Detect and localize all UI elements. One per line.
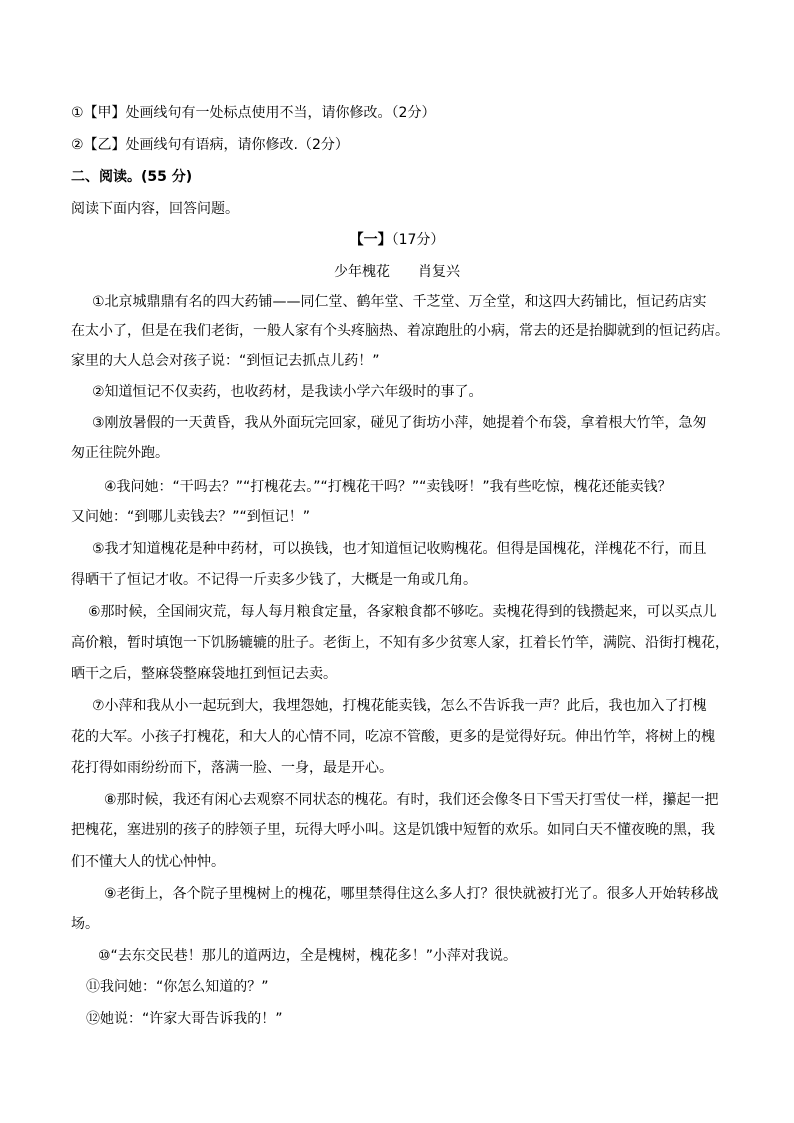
- text-line: 花打得如雨纷纷而下，落满一脸、一身，最是开心。: [71, 760, 393, 776]
- part-heading: [0, 230, 794, 250]
- section-heading: 二、阅读。(55 分): [71, 169, 193, 185]
- text-line: ⑫她说：“许家大哥告诉我的！”: [86, 1011, 283, 1027]
- text-line: ⑨老街上，各个院子里槐树上的槐花，哪里禁得住这么多人打？很快就被打光了。很多人开始转移战: [104, 886, 719, 902]
- text-line: 把槐花，塞进别的孩子的脖领子里，玩得大呼小叫。这是饥饿中短暂的欢乐。如同白天不懂夜晚的黑，我: [71, 822, 715, 838]
- text-line: ③刚放暑假的一天黄昏，我从外面玩完回家，碰见了街坊小萍，她提着个布袋，拿着根大竹竿，急匆: [92, 415, 707, 431]
- text-line: 晒干之后，整麻袋整麻袋地扛到恒记去卖。: [71, 666, 337, 682]
- text-line: ⑩“去东交民巷！那儿的道两边，全是槐树，槐花多！”小萍对我说。: [98, 948, 518, 964]
- section-instruction: 阅读下面内容，回答问题。: [71, 201, 239, 217]
- passage-title: 少年槐花: [334, 264, 390, 280]
- part-score: （17分）: [391, 232, 445, 248]
- text-line: 又问她：“到哪儿卖钱去？”“到恒记！”: [71, 509, 311, 525]
- question-1: ①【甲】处画线句有一处标点使用不当，请你修改。（2分）: [71, 105, 436, 121]
- passage-title-line: [0, 262, 794, 282]
- text-line: 花的大军。小孩子打槐花，和大人的心情不同，吃凉不管酸，更多的是觉得好玩。伸出竹竿，将树上的槐: [71, 729, 715, 745]
- text-line: 得晒干了恒记才收。不记得一斤卖多少钱了，大概是一角或几角。: [71, 572, 477, 588]
- text-line: ⑥那时候，全国闹灾荒，每人每月粮食定量，各家粮食都不够吃。卖槐花得到的钱攒起来，可以买点儿: [88, 604, 717, 620]
- question-2: ②【乙】处画线句有语病，请你修改.（2分）: [71, 137, 349, 153]
- text-line: 家里的大人总会对孩子说：“到恒记去抓点儿药！”: [71, 353, 380, 369]
- text-line: 高价粮，暂时填饱一下饥肠辘辘的肚子。老街上，不知有多少贫寒人家，扛着长竹竿，满院、沿街打槐花，: [71, 635, 729, 651]
- text-line: ①北京城鼎鼎有名的四大药铺——同仁堂、鹤年堂、千芝堂、万全堂，和这四大药铺比，恒记药店实: [92, 294, 707, 310]
- text-line: ⑪我问她：“你怎么知道的？”: [86, 979, 269, 995]
- text-line: ②知道恒记不仅卖药，也收药材，是我读小学六年级时的事了。: [92, 384, 483, 400]
- part-label: 【一】: [349, 232, 392, 248]
- text-line: ⑦小萍和我从小一起玩到大，我埋怨她，打槐花能卖钱，怎么不告诉我一声？此后，我也加入了打槐: [92, 698, 707, 714]
- text-line: ⑤我才知道槐花是种中药材，可以换钱，也才知道恒记收购槐花。但得是国槐花，洋槐花不行，而且: [92, 541, 707, 557]
- passage-author: 肖复兴: [418, 264, 460, 280]
- text-line: ⑧那时候，我还有闲心去观察不同状态的槐花。有时，我们还会像冬日下雪天打雪仗一样，攥起一把: [104, 792, 719, 808]
- text-line: 们不懂大人的忧心忡忡。: [71, 854, 225, 870]
- text-line: 在太小了，但是在我们老街，一般人家有个头疼脑热、着凉跑肚的小病，常去的还是抬脚就到的恒记药店。: [71, 323, 729, 339]
- text-line: 匆正往院外跑。: [71, 445, 169, 461]
- text-line: 场。: [71, 916, 99, 932]
- text-line: ④我问她：“干吗去？”“打槐花去。”“打槐花干吗？”“卖钱呀！”我有些吃惊，槐花还能卖钱？: [104, 479, 672, 495]
